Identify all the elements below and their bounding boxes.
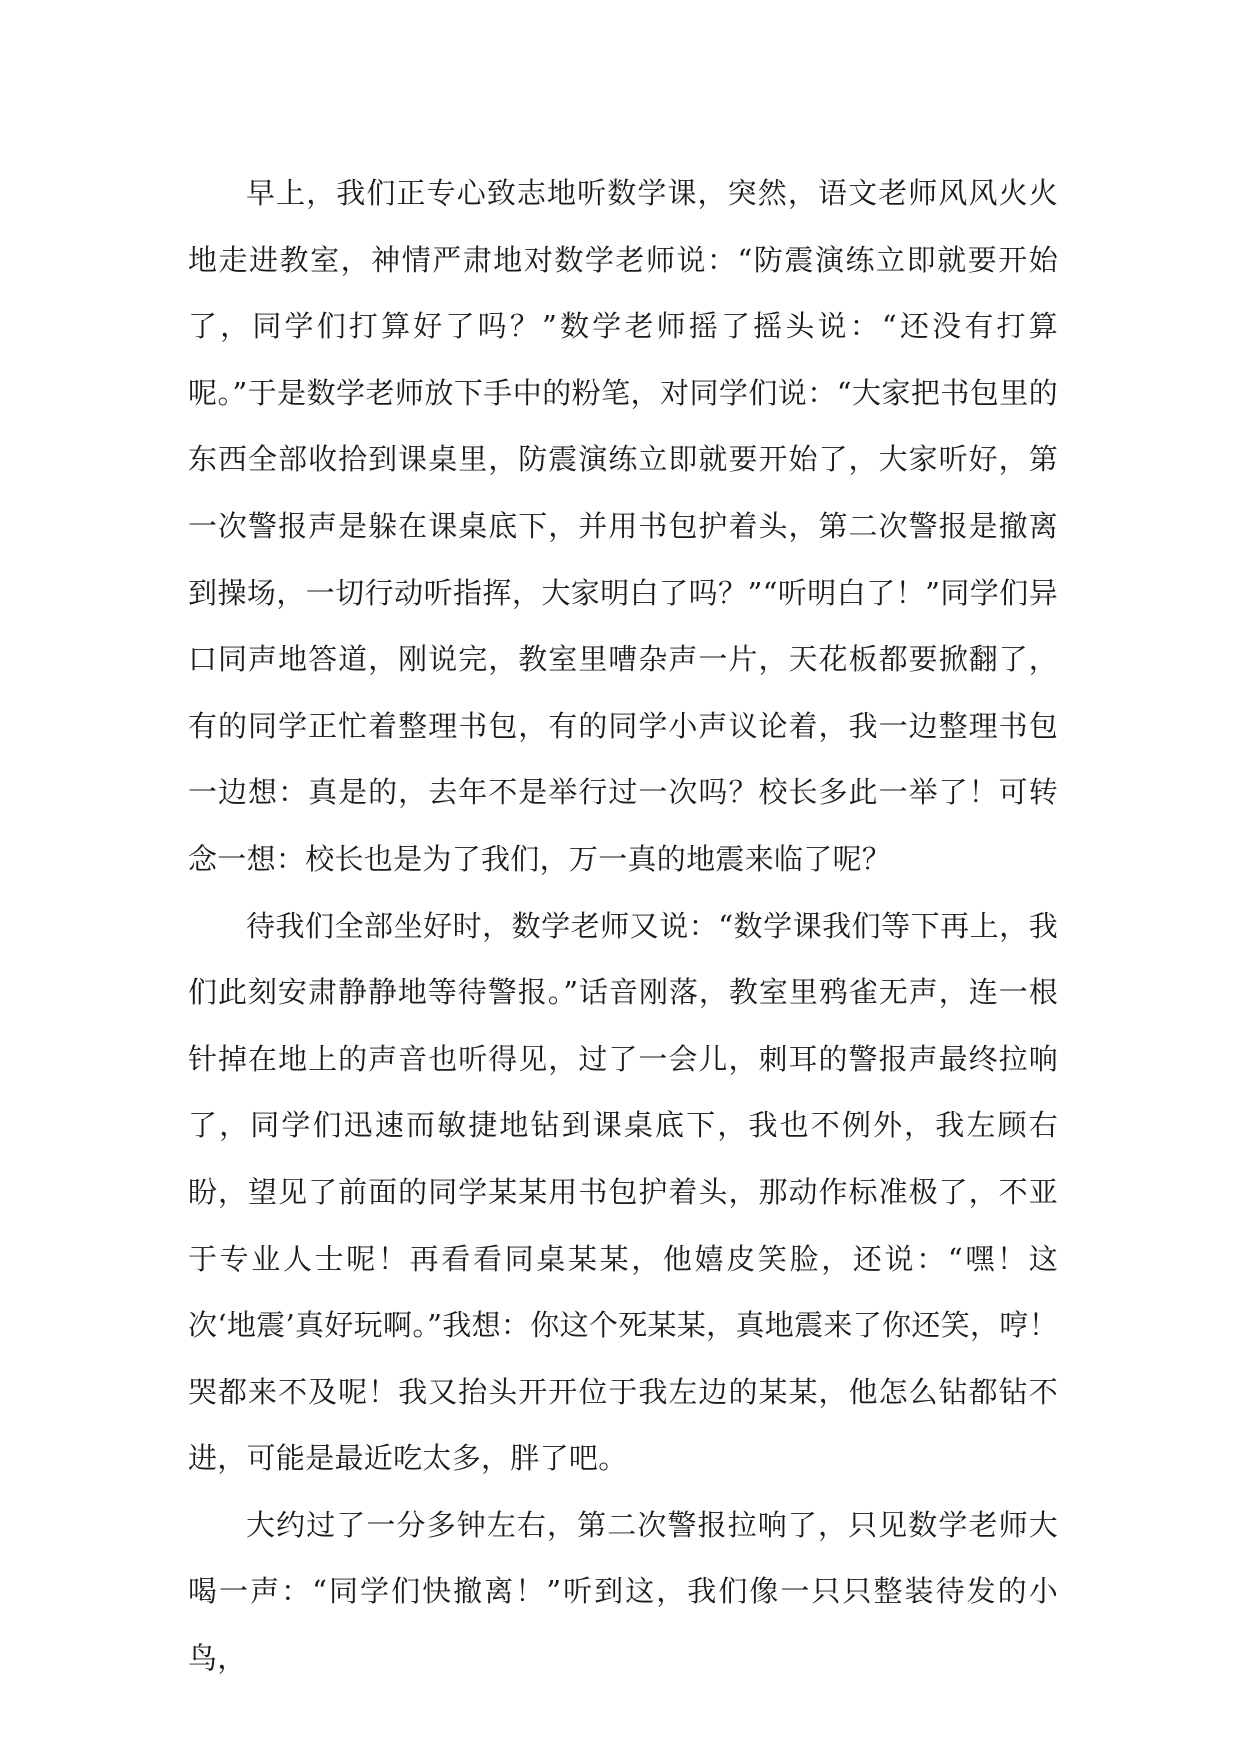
document-body <box>188 160 1058 1692</box>
paragraph-3: 大约过了一分多钟左右，第二次警报拉响了，只见数学老师大喝一声：“同学们快撤离！”听到这，我们像一只只整装待发的小鸟， <box>188 1507 1058 1676</box>
paragraph-1: 早上，我们正专心致志地听数学课，突然，语文老师风风火火地走进教室，神情严肃地对数学老师说：“防震演练立即就要开始了，同学们打算好了吗？”数学老师摇了摇头说：“还没有打算呢。”于是数学老师放下手中的粉笔，对同学们说：“大家把书包里的东西全部收拾到课桌里，防震演练立即就要开始了，大家听好，第一次警报声是躲在课桌底下，并用书包护着头，第二次警报是撤离到操场，一切行动听指挥，大家明白了吗？”“听明白了！”同学们异口同声地答道，刚说完，教室里嘈杂声一片，天花板都要掀翻了，有的同学正忙着整理书包，有的同学小声议论着，我一边整理书包一边想：真是的，去年不是举行过一次吗？校长多此一举了！可转念一想：校长也是为了我们，万一真的地震来临了呢？ <box>188 176 1058 876</box>
paragraph-2: 待我们全部坐好时，数学老师又说：“数学课我们等下再上，我们此刻安肃静静地等待警报。”话音刚落，教室里鸦雀无声，连一根针掉在地上的声音也听得见，过了一会儿，刺耳的警报声最终拉响了，同学们迅速而敏捷地钻到课桌底下，我也不例外，我左顾右盼，望见了前面的同学某某用书包护着头，那动作标准极了，不亚于专业人士呢！再看看同桌某某，他嬉皮笑脸，还说：“嘿！这次‘地震’真好玩啊。”我想：你这个死某某，真地震来了你还笑，哼！哭都来不及呢！我又抬头开开位于我左边的某某，他怎么钻都钻不进，可能是最近吃太多，胖了吧。 <box>188 908 1058 1476</box>
